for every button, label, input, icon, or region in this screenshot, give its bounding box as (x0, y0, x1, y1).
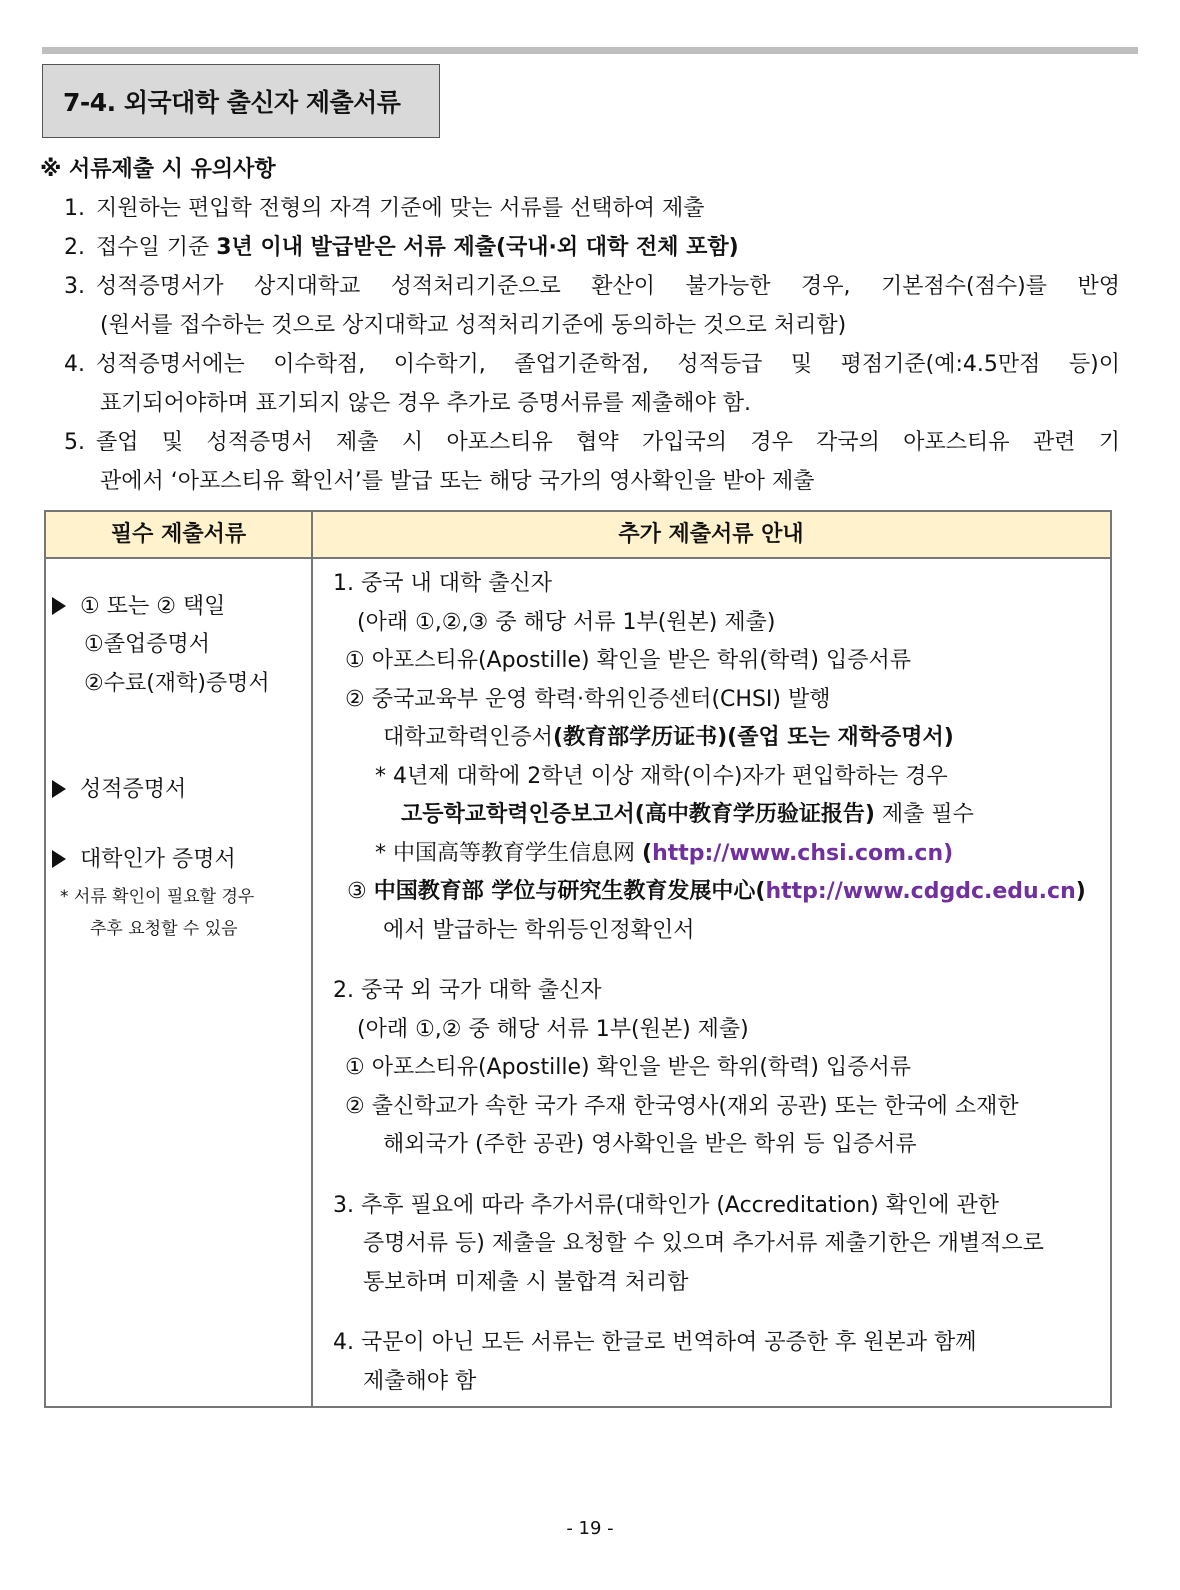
page-number: - 19 - (566, 1518, 614, 1539)
s4-line-2: 제출해야 함 (363, 1368, 477, 1394)
additional-docs-column (333, 565, 1103, 1401)
diploma-option: ①졸업증명서 (84, 632, 210, 657)
notes-block (40, 150, 1120, 501)
s2-sub: (아래 ①,② 중 해당 서류 1부(원본) 제출) (357, 1016, 749, 1042)
s2-item-2: ② 출신학교가 속한 국가 주재 한국영사(재외 공관) 또는 한국에 소재한 (345, 1093, 1019, 1119)
s3-line-2: 증명서류 등) 제출을 요청할 수 있으며 추가서류 제출기한은 개별적으로 (363, 1231, 1044, 1256)
transcript-line: 성적증명서 (52, 772, 186, 803)
note-item-4: 4. 성적증명서에는 이수학점, 이수학기, 졸업기준학점, 성적등급 및 평점기준(예:4.5만점 등)이 (64, 352, 1120, 377)
cdgdc-link[interactable]: http://www.cdgdc.edu.cn (765, 879, 1076, 904)
s1-star-1: * 4년제 대학에 2학년 이상 재학(이수)자가 편입학하는 경우 (375, 763, 948, 789)
s2-title: 2. 중국 외 국가 대학 출신자 (333, 978, 602, 1003)
note-item-5-cont: 관에서 ‘아포스티유 확인서’를 발급 또는 해당 국가의 영사확인을 받아 제출 (100, 469, 815, 494)
note-item-3: 3. 성적증명서가 상지대학교 성적처리기준으로 환산이 불가능한 경우, 기본점수(점수)를 반영 (64, 274, 1120, 299)
completion-option: ②수료(재학)증명서 (84, 671, 270, 696)
s1-title: 1. 중국 내 대학 출신자 (333, 571, 552, 596)
s1-item-3b: 에서 발급하는 학위등인정확인서 (383, 917, 695, 943)
s1-item-2: ② 중국교육부 운영 학력·학위인증센터(CHSI) 발행 (345, 686, 831, 712)
documents-table (44, 510, 1112, 1408)
top-rule (42, 47, 1138, 54)
choice-line: ① 또는 ② 택일 (52, 589, 225, 620)
s2-item-1: ① 아포스티유(Apostille) 확인을 받은 학위(학력) 입증서류 (345, 1055, 911, 1080)
notes-heading: ※ 서류제출 시 유의사항 (40, 157, 276, 182)
header-required-docs: 필수 제출서류 (110, 522, 247, 547)
note-item-5: 5. 졸업 및 성적증명서 제출 시 아포스티유 협약 가입국의 경우 각국의 아포스티유 관련 기 (64, 430, 1120, 455)
note-item-3-cont: (원서를 접수하는 것으로 상지대학교 성적처리기준에 동의하는 것으로 처리함) (100, 313, 847, 338)
section-title: 7-4. 외국대학 출신자 제출서류 (42, 64, 440, 138)
s2-item-2b: 해외국가 (주한 공관) 영사확인을 받은 학위 등 입증서류 (383, 1132, 917, 1157)
s1-item-2b: 대학교학력인증서(教育部学历证书)(졸업 또는 재학증명서) (383, 725, 954, 750)
note-line-1: * 서류 확인이 필요할 경우 (60, 887, 255, 907)
s1-star-1b: 고등학교학력인증보고서(高中教育学历验证报告) 제출 필수 (401, 802, 974, 827)
s1-item-1: ① 아포스티유(Apostille) 확인을 받은 학위(학력) 입증서류 (345, 648, 911, 673)
chsi-link[interactable]: http://www.chsi.com.cn (652, 840, 944, 866)
note-line-2: 추후 요청할 수 있음 (90, 919, 238, 939)
s3-line-1: 3. 추후 필요에 따라 추가서류(대학인가 (Accreditation) 확인에 관한 (333, 1192, 1000, 1218)
note-item-1: 1. 지원하는 편입학 전형의 자격 기준에 맞는 서류를 선택하여 제출 (64, 196, 705, 221)
note-item-2: 2. 접수일 기준 3년 이내 발급받은 서류 제출(국내·외 대학 전체 포함) (64, 235, 739, 260)
s1-star-2: * 中国高等教育学生信息网 (http://www.chsi.com.cn) (375, 840, 954, 866)
accreditation-line: 대학인가 증명서 (52, 842, 236, 873)
column-divider (311, 512, 313, 1406)
triangle-bullet-icon (52, 850, 66, 868)
header-additional-docs: 추가 제출서류 안내 (618, 522, 804, 547)
triangle-bullet-icon (52, 780, 66, 798)
table-header-row (46, 512, 1110, 559)
s3-line-3: 통보하며 미제출 시 불합격 처리함 (363, 1269, 689, 1295)
note-item-4-cont: 표기되어야하며 표기되지 않은 경우 추가로 증명서류를 제출해야 함. (100, 391, 752, 416)
triangle-bullet-icon (52, 597, 66, 615)
s1-sub: (아래 ①,②,③ 중 해당 서류 1부(원본) 제출) (357, 609, 776, 635)
s4-line-1: 4. 국문이 아닌 모든 서류는 한글로 번역하여 공증한 후 원본과 함께 (333, 1330, 977, 1355)
s1-item-3: ③ 中国教育部 学位与研究生教育发展中心(http://www.cdgdc.edu.cn) (347, 879, 1086, 904)
